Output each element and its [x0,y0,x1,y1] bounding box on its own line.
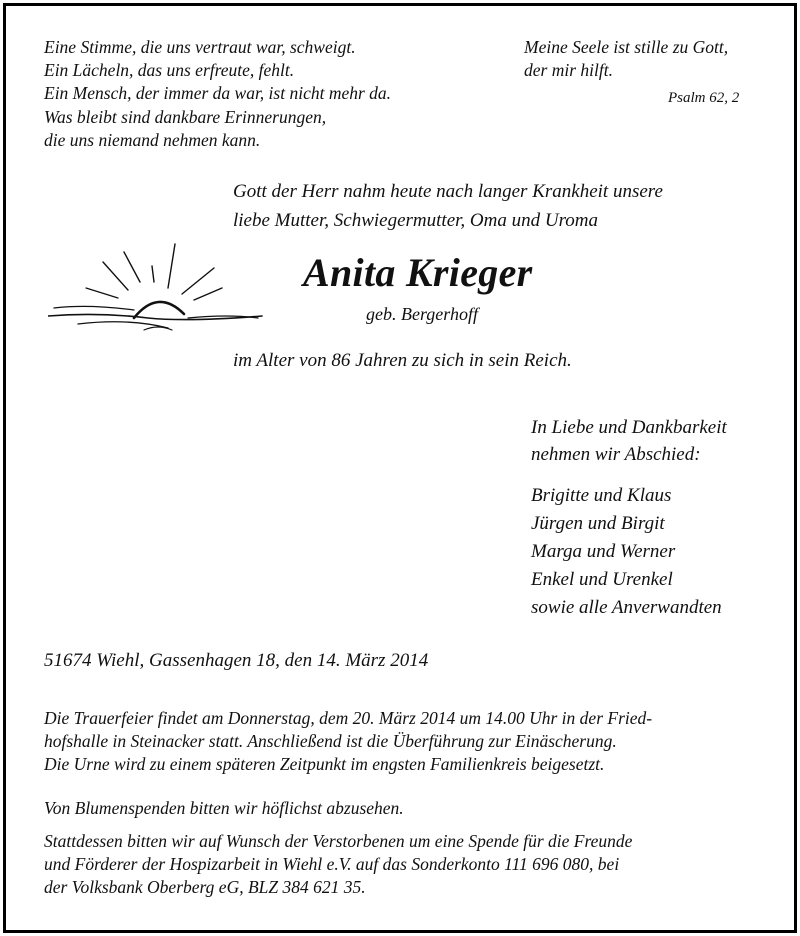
poem-line: Eine Stimme, die uns vertraut war, schweigt. [44,37,356,57]
funeral-line: Die Urne wird zu einem späteren Zeitpunkt im engsten Familienkreis beigesetzt. [44,754,605,775]
poem [44,36,391,152]
closing-line: In Liebe und Dankbarkeit [531,417,727,438]
psalm-line: der mir hilft. [524,60,613,81]
poem-line: Ein Lächeln, das uns erfreute, fehlt. [44,60,295,81]
donation-line: und Förderer der Hospizarbeit in Wiehl e.V. auf das Sonderkonto 111 696 080, bei [44,854,620,875]
birth-name: geb. Bergerhoff [366,304,478,324]
donation-line: Stattdessen bitten wir auf Wunsch der Verstorbenen um eine Spende für die Freunde [44,831,633,851]
deceased-name: Anita Krieger [303,250,533,295]
closing-line: nehmen wir Abschied: [531,443,701,465]
family-list [531,482,722,622]
funeral-line: hofshalle in Steinacker statt. Anschließend ist die Überführung zur Einäscherung. [44,731,617,752]
psalm-quote [524,36,728,82]
family-member: sowie alle Anverwandten [531,597,722,618]
age-line: im Alter von 86 Jahren zu sich in sein Reich. [233,350,572,371]
announcement-intro [233,178,663,235]
funeral-line: Die Trauerfeier findet am Donnerstag, dem 20. März 2014 um 14.00 Uhr in der Fried- [44,708,653,728]
psalm-reference: Psalm 62, 2 [668,90,740,106]
funeral-details [44,707,652,777]
donation-request [44,830,632,900]
flowers-note: Von Blumenspenden bitten wir höflichst abzusehen. [44,798,404,818]
poem-line: Ein Mensch, der immer da war, ist nicht mehr da. [44,83,392,104]
psalm-line: Meine Seele ist stille zu Gott, [524,37,729,57]
sunset-icon [48,238,266,338]
family-member: Jürgen und Birgit [531,513,665,534]
closing-text [531,415,727,468]
donation-line: der Volksbank Oberberg eG, BLZ 384 621 35. [44,877,366,898]
poem-line: Was bleibt sind dankbare Erinnerungen, [44,106,327,127]
family-member: Enkel und Urenkel [531,569,673,590]
family-member: Marga und Werner [531,541,676,562]
family-member: Brigitte und Klaus [531,485,672,506]
intro-line: liebe Mutter, Schwiegermutter, Oma und Uroma [233,209,598,231]
place-and-date: 51674 Wiehl, Gassenhagen 18, den 14. März 2014 [44,650,429,671]
poem-line: die uns niemand nehmen kann. [44,129,261,150]
intro-line: Gott der Herr nahm heute nach langer Krankheit unsere [233,181,663,202]
